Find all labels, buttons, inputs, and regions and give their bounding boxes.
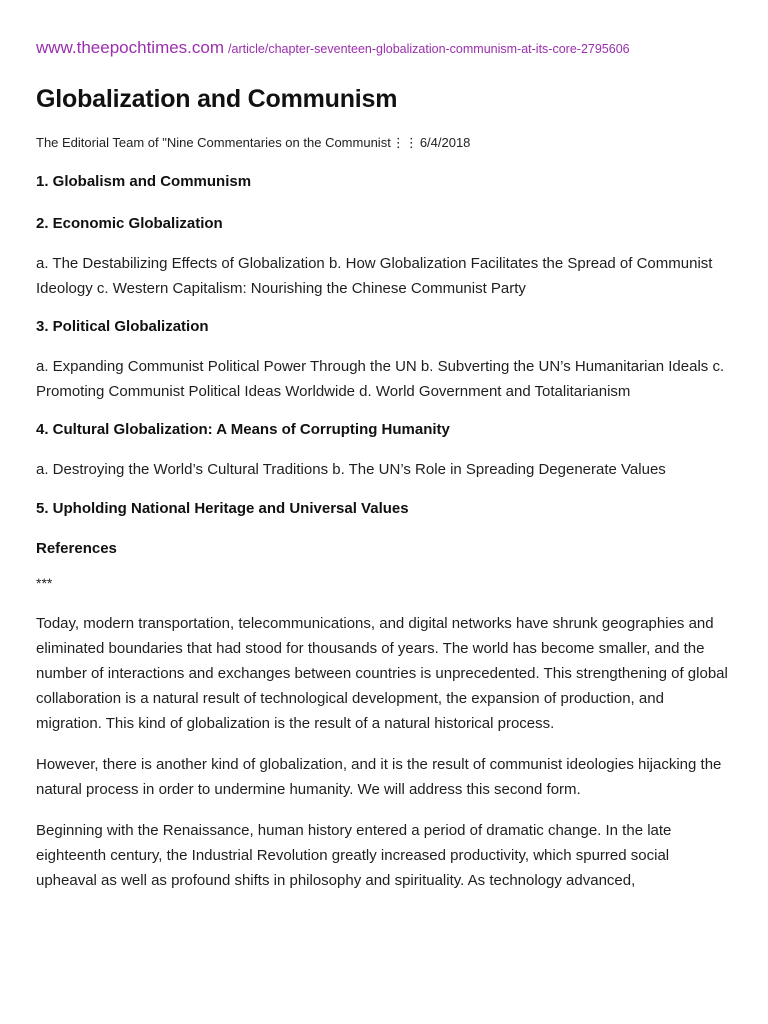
toc-subitems-3: a. Expanding Communist Political Power Through the UN b. Subverting the UN’s Humanitarian Ideals c. Promoting Communist Political Ideas Worldwide d. World Government and Totalitarianism: [36, 358, 725, 400]
byline-separator: ⋮⋮: [391, 135, 418, 150]
section-divider: ***: [36, 574, 53, 591]
source-domain-link[interactable]: www.theepochtimes.com: [36, 38, 225, 57]
toc-heading-5: 5. Upholding National Heritage and Universal Values: [36, 499, 409, 517]
toc-subitems-4: a. Destroying the World’s Cultural Traditions b. The UN’s Role in Spreading Degenerate Values: [36, 461, 666, 478]
toc-heading-3: 3. Political Globalization: [36, 318, 209, 335]
source-url[interactable]: [36, 38, 732, 60]
source-path-link[interactable]: /article/chapter-seventeen-globalization-communism-at-its-core-2795606: [228, 42, 630, 56]
toc-heading-2: 2. Economic Globalization: [36, 215, 223, 232]
body-paragraph: Beginning with the Renaissance, human history entered a period of dramatic change. In the late eighteenth century, the Industrial Revolution greatly increased productivity, which spurred social upheaval as well as profound shifts in philosophy and spirituality. As technology advanced,: [36, 821, 672, 889]
article-date: 6/4/2018: [419, 135, 471, 150]
references-heading: References: [36, 539, 117, 557]
body-paragraph: Today, modern transportation, telecommunications, and digital networks have shrunk geographies and eliminated boundaries that had stood for thousands of years. The world has become smaller, and the number of interactions and exchanges between countries is unprecedented. This strengthening of global collaboration is a natural result of technological development, the expansion of production, and migration. This kind of globalization is the result of a natural historical process.: [36, 614, 728, 732]
article-title: Globalization and Communism: [36, 85, 398, 113]
toc-heading-1: 1. Globalism and Communism: [36, 173, 252, 190]
body-paragraph: However, there is another kind of globalization, and it is the result of communist ideologies hijacking the natural process in order to undermine humanity. We will address this second form.: [36, 755, 722, 798]
toc-heading-4: 4. Cultural Globalization: A Means of Corrupting Humanity: [36, 421, 450, 438]
toc-subitems-2: a. The Destabilizing Effects of Globalization b. How Globalization Facilitates the Spread of Communist Ideology c. Western Capitalism: Nourishing the Chinese Communist Party: [36, 255, 713, 297]
article-byline: [36, 134, 732, 152]
article-author: The Editorial Team of "Nine Commentaries on the Communist: [36, 135, 391, 150]
